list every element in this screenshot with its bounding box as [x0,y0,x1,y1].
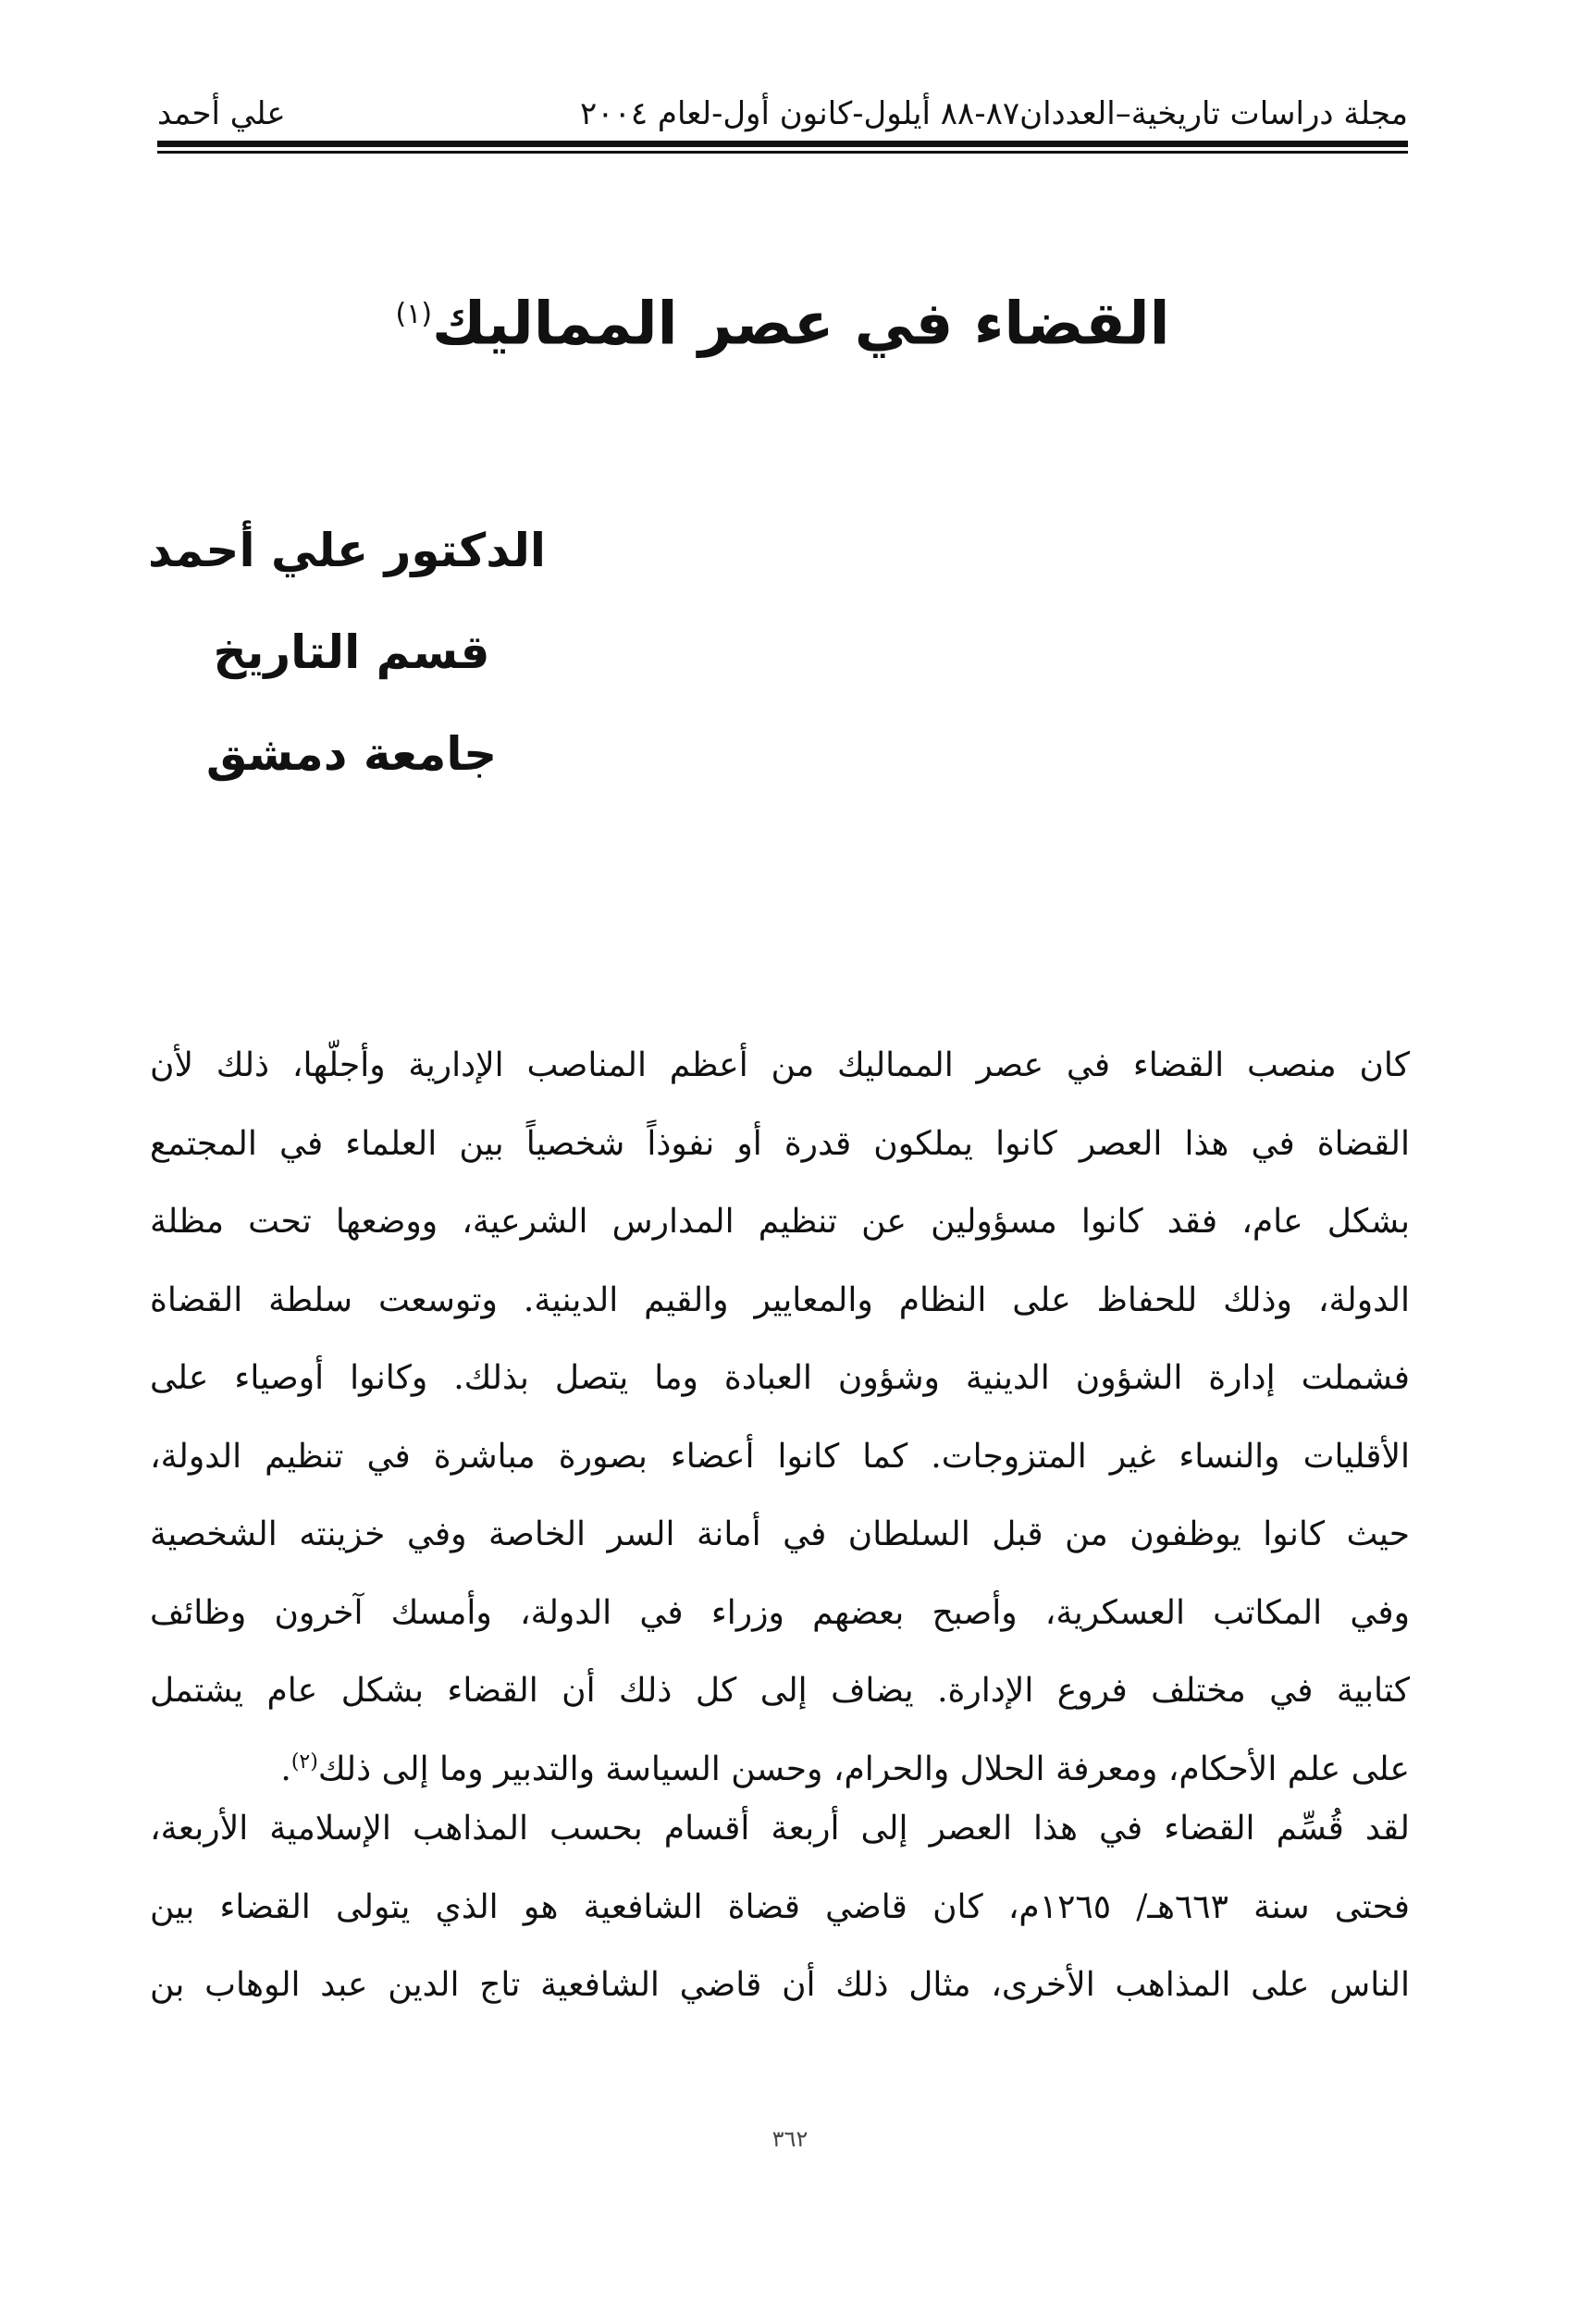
footnote-marker: (٢) [290,1749,318,1774]
paragraph-line: فشملت إدارة الشؤون الدينية وشؤون العبادة وما يتصل بذلك. وكانوا أوصياء على [150,1359,1410,1397]
paragraph-line: الأقليات والنساء غير المتزوجات. كما كانوا أعضاء بصورة مباشرة في تنظيم الدولة، [150,1437,1410,1476]
header-rule-thin [157,151,1408,154]
header-journal-title: مجلة دراسات تاريخية–العددان٨٧-٨٨ أيلول-كانون أول-لعام ٢٠٠٤ [580,95,1408,132]
running-header [157,93,1408,135]
article-title-text: القضاء في عصر المماليك [432,290,1170,359]
paragraph-line: القضاة في هذا العصر كانوا يملكون قدرة أو نفوذاً شخصياً بين العلماء في المجتمع [150,1124,1410,1163]
author-name: الدكتور علي أحمد [148,524,546,577]
paragraph-line: فحتى سنة ٦٦٣هـ/ ١٢٦٥م، كان قاضي قضاة الشافعية هو الذي يتولى القضاء بين [150,1887,1411,1926]
paragraph-line: لقد قُسِّم القضاء في هذا العصر إلى أربعة أقسام بحسب المذاهب الإسلامية الأربعة، [150,1810,1410,1848]
paragraph-1 [150,1027,1410,1809]
paragraph-2 [150,1790,1410,2025]
paragraph-line: كتابية في مختلف فروع الإدارة. يضاف إلى كل ذلك أن القضاء بشكل عام يشتمل [150,1672,1410,1710]
title-footnote-marker: (١) [395,298,433,330]
author-block [148,513,546,819]
sentence-end-punct: . [280,1749,291,1788]
header-author-name: علي أحمد [157,95,286,132]
page-number: ٣٦٢ [771,2126,809,2152]
paragraph-line: الدولة، وذلك للحفاظ على النظام والمعايير والقيم الدينية. وتوسعت سلطة القضاة [150,1280,1410,1319]
header-rule-thick [157,141,1408,147]
paragraph-line: بشكل عام، فقد كانوا مسؤولين عن تنظيم المدارس الشرعية، ووضعها تحت مظلة [150,1203,1410,1241]
paragraph-line: الناس على المذاهب الأخرى، مثال ذلك أن قاضي الشافعية تاج الدين عبد الوهاب بن [150,1966,1410,2004]
paragraph-line: حيث كانوا يوظفون من قبل السلطان في أمانة السر الخاصة وفي خزينته الشخصية [150,1515,1410,1553]
paragraph-last-line-text: على علم الأحكام، ومعرفة الحلال والحرام، وحسن السياسة والتدبير وما إلى ذلك [317,1749,1410,1788]
paragraph-line: وفي المكاتب العسكرية، وأصبح بعضهم وزراء في الدولة، وأمسك آخرون وظائف [150,1593,1410,1632]
article-title [157,273,1408,365]
author-department: قسم التاريخ [213,625,490,679]
paragraph-line: كان منصب القضاء في عصر المماليك من أعظم المناصب الإدارية وأجلّها، ذلك لأن [150,1046,1410,1084]
author-university: جامعة دمشق [205,727,498,781]
